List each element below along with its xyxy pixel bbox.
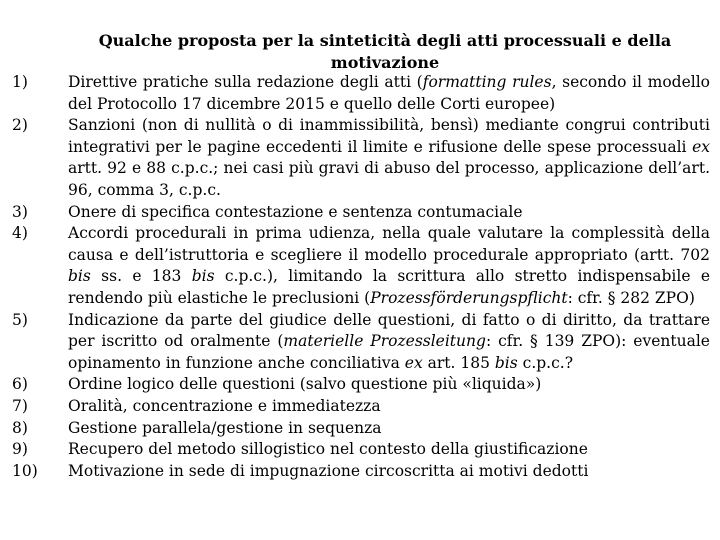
list-item-text xyxy=(68,439,710,461)
italic-term: ex xyxy=(404,353,423,372)
text-segment: c.p.c.? xyxy=(517,353,574,372)
text-segment: c.p.c.), limitando la scrittura allo stretto indispensabile e rendendo più elastiche le preclusioni ( xyxy=(68,267,710,307)
list-item-number: 6) xyxy=(12,375,28,394)
list-item-text xyxy=(68,310,710,375)
list-item-number: 1) xyxy=(12,73,28,91)
text-segment: Ordine logico delle questioni (salvo questione più «liquida») xyxy=(68,375,542,394)
italic-term: materielle Prozessleitung xyxy=(283,332,486,351)
list-item-number: 9) xyxy=(12,440,28,459)
text-segment: Oralità, concentrazione e immediatezza xyxy=(68,396,381,415)
list-item-number: 4) xyxy=(12,224,28,243)
list-item xyxy=(0,202,720,224)
list-item xyxy=(0,461,720,483)
list-item xyxy=(0,374,720,396)
italic-term: bis xyxy=(68,267,91,286)
text-segment: Accordi procedurali in prima udienza, nella quale valutare la complessità della causa e dell’istruttoria e scegliere il modello procedurale appropriato (artt. 702 xyxy=(68,224,710,264)
italic-term: bis xyxy=(494,353,518,372)
list-item xyxy=(0,115,720,201)
list-item-text xyxy=(68,461,710,483)
italic-term: ex xyxy=(692,137,710,156)
list-item-text xyxy=(68,115,710,201)
list-item-text xyxy=(68,374,710,396)
text-segment: , secondo il modello del Protocollo 17 dicembre 2015 e quello delle Corti europee) xyxy=(68,73,711,113)
list-item xyxy=(0,310,720,375)
list-item xyxy=(0,223,720,309)
slide-title: Qualche proposta per la sinteticità degli atti processuali e della motivazione xyxy=(98,31,672,72)
text-segment: artt. 92 e 88 c.p.c.; nei casi più gravi di abuso del processo, applicazione dell’art. 96, comma 3, c.p.c. xyxy=(68,159,710,199)
list-item-number: 3) xyxy=(12,202,28,221)
italic-term: formatting rules xyxy=(422,73,552,91)
list-item-text xyxy=(68,396,710,418)
text-segment: Sanzioni (non di nullità o di inammissibilità, bensì) mediante congrui contributi integrativi per le pagine eccedenti il limite e rifusione delle spese processuali xyxy=(68,116,710,156)
list-item-number: 2) xyxy=(12,116,28,135)
text-segment: Indicazione da parte del giudice delle questioni, di fatto o di diritto, da trattare per iscritto od oralmente ( xyxy=(68,310,710,351)
list-item-text xyxy=(68,223,710,309)
text-segment: Onere di specifica contestazione e sentenza contumaciale xyxy=(68,202,523,221)
list-item-number: 8) xyxy=(12,418,28,437)
list-item-text xyxy=(68,418,710,440)
text-segment: Gestione parallela/gestione in sequenza xyxy=(68,418,382,437)
text-segment: Motivazione in sede di impugnazione circoscritta ai motivi dedotti xyxy=(68,461,589,480)
list-item xyxy=(0,72,720,115)
list-item xyxy=(0,396,720,418)
proposal-list xyxy=(0,72,720,482)
list-item-text xyxy=(68,202,710,224)
list-item-number: 5) xyxy=(12,310,28,329)
list-item xyxy=(0,418,720,440)
text-segment: : cfr. § 282 ZPO) xyxy=(567,288,695,307)
italic-term: bis xyxy=(191,267,215,286)
text-segment: art. 185 xyxy=(422,353,495,372)
list-item-number: 10) xyxy=(12,461,38,480)
text-segment: Direttive pratiche sulla redazione degli atti ( xyxy=(68,73,423,91)
text-segment: Recupero del metodo sillogistico nel contesto della giustificazione xyxy=(68,440,588,459)
list-item xyxy=(0,439,720,461)
italic-term: Prozessförderungspflicht xyxy=(370,288,568,307)
list-item-text xyxy=(68,72,710,115)
list-item-number: 7) xyxy=(12,396,28,415)
text-segment: : cfr. § 139 ZPO): eventuale opinamento in funzione anche conciliativa xyxy=(68,332,710,372)
text-segment: ss. e 183 xyxy=(90,267,192,286)
